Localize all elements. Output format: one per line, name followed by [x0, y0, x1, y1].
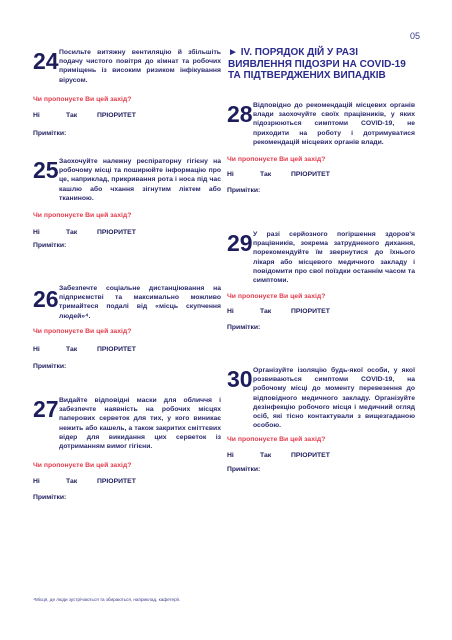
- option-priority[interactable]: ПРІОРИТЕТ: [97, 229, 136, 236]
- option-yes[interactable]: Так: [66, 112, 78, 119]
- option-no[interactable]: Ні: [33, 229, 40, 236]
- section-heading: [228, 47, 418, 82]
- option-priority[interactable]: ПРІОРИТЕТ: [97, 478, 136, 485]
- question-label: Чи пропонуєте Ви цей захід?: [33, 462, 132, 469]
- measure-number: 30: [227, 366, 253, 392]
- option-priority[interactable]: ПРІОРИТЕТ: [97, 112, 136, 119]
- option-yes[interactable]: Так: [66, 478, 78, 485]
- measure-number: 26: [33, 286, 59, 312]
- measure-text: Організуйте ізоляцію будь-якої особи, у якої розвиваються симптоми COVID-19, на робочому місці до моменту перевезення до відповідного медичного закладу. Організуйте дезінфекцію робочого місця і медичний огляд осіб, які тісно контактували з вищезгаданою особою.: [253, 367, 415, 430]
- measure-number: 28: [227, 101, 253, 127]
- question-label: Чи пропонуєте Ви цей захід?: [227, 156, 326, 163]
- notes-label: Примітки:: [227, 187, 261, 194]
- question-label: Чи пропонуєте Ви цей захід?: [33, 212, 132, 219]
- option-priority[interactable]: ПРІОРИТЕТ: [97, 346, 136, 353]
- question-label: Чи пропонуєте Ви цей захід?: [33, 96, 132, 103]
- option-priority[interactable]: ПРІОРИТЕТ: [291, 308, 330, 315]
- triangle-bullet-icon: ►: [228, 47, 238, 58]
- notes-label: Примітки:: [33, 242, 67, 249]
- measure-text: Забезпечте соціальне дистанціювання на підприємстві та максимально можливо тримайтеся подалі від «місць скупчення людей»⁴.: [59, 285, 221, 320]
- footnote: ⁴Місця, де люди зустрічаються та збираються, наприклад, кафетерії.: [33, 597, 181, 602]
- measure-number: 29: [227, 230, 253, 256]
- notes-label: Примітки:: [33, 363, 67, 370]
- option-yes[interactable]: Так: [260, 452, 272, 459]
- notes-label: Примітки:: [227, 324, 261, 331]
- measure-number: 27: [33, 396, 59, 422]
- measure-text: У разі серйозного погіршення здоров'я працівників, зокрема затрудненого дихання, порекомендуйте їм звернутися до їхнього лікаря або місцевого медичного закладу і повідомити про свої поїздки останнім часом та симптоми.: [253, 231, 415, 285]
- option-priority[interactable]: ПРІОРИТЕТ: [291, 452, 330, 459]
- option-no[interactable]: Ні: [33, 478, 40, 485]
- option-priority[interactable]: ПРІОРИТЕТ: [291, 171, 330, 178]
- option-yes[interactable]: Так: [66, 229, 78, 236]
- question-label: Чи пропонуєте Ви цей захід?: [33, 328, 132, 335]
- measure-number: 25: [33, 157, 59, 183]
- page-number: 05: [410, 31, 421, 41]
- option-no[interactable]: Ні: [33, 112, 40, 119]
- option-no[interactable]: Ні: [227, 308, 234, 315]
- notes-label: Примітки:: [33, 130, 67, 137]
- measure-text: Посильте витяжну вентиляцію й збільшіть подачу чистого повітря до кімнат та робочих приміщень із високим ризиком інфікування вірусом.: [59, 49, 221, 84]
- measure-text: Видайте відповідні маски для обличчя і забезпечте наявність на робочих місцях паперових серветок для тих, у кого виникає нежить або кашель, а також закритих сміттєвих відер для викидання цих серветок із дотриманням вимог гігієни.: [59, 397, 221, 451]
- question-label: Чи пропонуєте Ви цей захід?: [227, 436, 326, 443]
- measure-text: Заохочуйте належну респіраторну гігієну на робочому місці та поширюйте інформацію про це, наприклад, прикривання рота і носа під час кашлю або чхання зігнутим ліктем або тканиною.: [59, 158, 221, 202]
- notes-label: Примітки:: [33, 494, 67, 501]
- option-yes[interactable]: Так: [66, 346, 78, 353]
- notes-label: Примітки:: [227, 466, 261, 473]
- option-no[interactable]: Ні: [227, 171, 234, 178]
- measure-text: Відповідно до рекомендацій місцевих органів влади заохочуйте своїх працівників, у яких підозрюються симптоми COVID-19, не приходити на роботу і дотримуватися рекомендацій місцевих органів влади.: [253, 102, 415, 146]
- measure-number: 24: [33, 48, 59, 74]
- option-no[interactable]: Ні: [227, 452, 234, 459]
- question-label: Чи пропонуєте Ви цей захід?: [227, 293, 326, 300]
- option-no[interactable]: Ні: [33, 346, 40, 353]
- section-title: IV. ПОРЯДОК ДІЙ У РАЗІ ВИЯВЛЕННЯ ПІДОЗРИ НА COVID-19 ТА ПІДТВЕРДЖЕНИХ ВИПАДКІВ: [228, 47, 406, 81]
- option-yes[interactable]: Так: [260, 308, 272, 315]
- option-yes[interactable]: Так: [260, 171, 272, 178]
